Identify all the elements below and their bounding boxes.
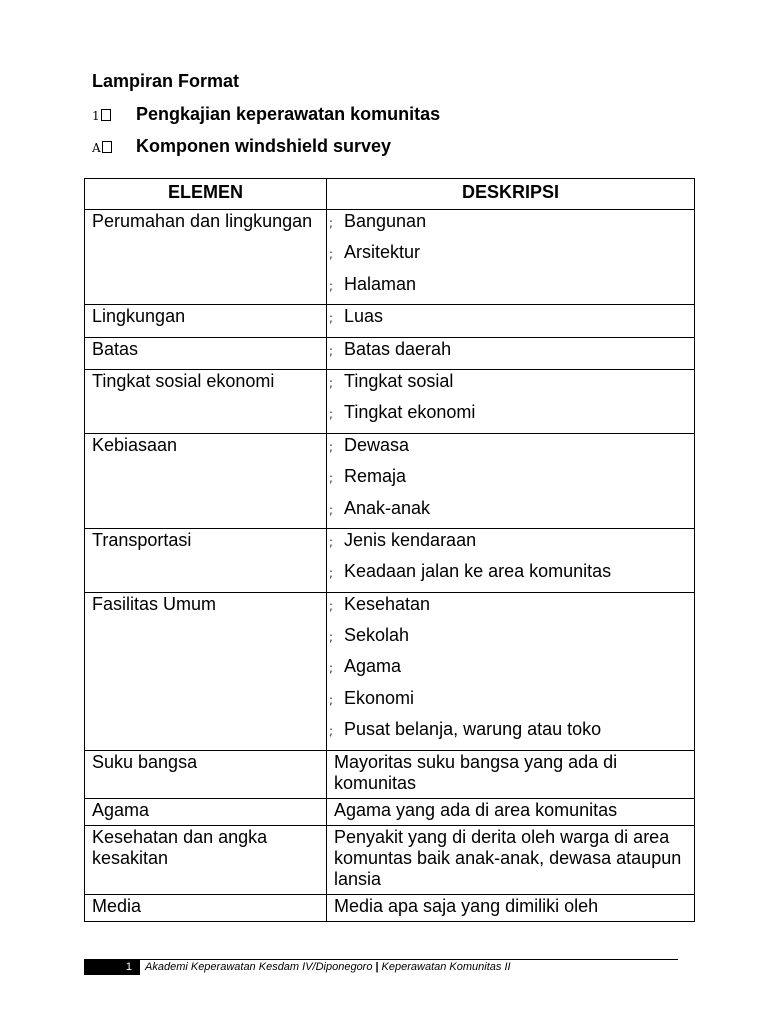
description-list [327, 434, 694, 528]
heading-text: Komponen windshield survey [136, 136, 392, 156]
description-list [327, 529, 694, 592]
list-item [327, 593, 694, 624]
list-item-text: Remaja [344, 466, 407, 487]
element-cell [85, 528, 327, 592]
description-text: Media apa saja yang dimiliki oleh [334, 895, 599, 916]
list-item-text: Anak-anak [344, 497, 431, 518]
description-list [327, 593, 694, 750]
table-row [85, 337, 695, 369]
bullet-icon: ; [329, 439, 334, 454]
list-item-text: Tingkat ekonomi [344, 402, 476, 423]
element-label: Lingkungan [92, 306, 186, 327]
table-row [85, 433, 695, 528]
list-item-text: Batas daerah [344, 338, 452, 359]
bullet-icon: ; [329, 216, 334, 230]
list-item [327, 529, 694, 560]
list-item-text: Sekolah [344, 625, 410, 646]
description-list [327, 338, 694, 369]
bullet-icon: ; [329, 278, 334, 293]
list-item [327, 465, 694, 496]
table-header-row [85, 179, 695, 210]
heading-text: Pengkajian keperawatan komunitas [136, 104, 441, 124]
list-item-text: Tingkat sosial [344, 370, 454, 391]
footer-course: Keperawatan Komunitas II [381, 961, 511, 973]
heading-marker: A [92, 141, 136, 155]
element-label: Suku bangsa [92, 751, 198, 772]
description-list [327, 210, 694, 304]
bullet-icon: ; [329, 407, 334, 422]
bullet-icon: ; [329, 724, 334, 739]
element-cell [85, 369, 327, 433]
element-label: Batas [92, 338, 139, 359]
table-row [85, 528, 695, 592]
element-label: Agama [92, 799, 150, 820]
table-row [85, 798, 695, 825]
list-item-text: Bangunan [344, 211, 427, 231]
list-item-text: Jenis kendaraan [344, 529, 477, 550]
element-label: Media [92, 895, 142, 916]
list-item [327, 497, 694, 528]
list-item [327, 338, 694, 369]
section-heading-2 [92, 136, 391, 157]
element-label: Tingkat sosial ekonomi [92, 370, 275, 391]
description-cell [327, 592, 695, 750]
list-item-text: Halaman [344, 273, 417, 294]
bullet-icon: ; [329, 598, 334, 613]
element-cell [85, 592, 327, 750]
element-cell [85, 305, 327, 337]
element-cell [85, 798, 327, 825]
header-deskripsi: DESKRIPSI [327, 179, 695, 210]
description-cell [327, 894, 695, 921]
list-item-text: Keadaan jalan ke area komunitas [344, 561, 612, 582]
table-row [85, 592, 695, 750]
header-elemen: ELEMEN [85, 179, 327, 210]
table-row [85, 210, 695, 305]
element-cell [85, 750, 327, 798]
page-title: Lampiran Format [92, 71, 240, 91]
element-label: Kebiasaan [92, 434, 178, 455]
list-item-text: Agama [344, 656, 402, 677]
footer-rule [84, 959, 678, 960]
table-row [85, 894, 695, 921]
element-cell [85, 210, 327, 305]
box-glyph-icon [101, 109, 111, 121]
list-item [327, 273, 694, 304]
list-item [327, 624, 694, 655]
description-cell [327, 750, 695, 798]
description-list [327, 305, 694, 336]
footer-separator: | [375, 961, 379, 973]
list-item-text: Kesehatan [344, 593, 431, 614]
description-cell [327, 305, 695, 337]
list-item-text: Arsitektur [344, 242, 421, 263]
description-cell [327, 528, 695, 592]
element-cell [85, 825, 327, 894]
table-row [85, 369, 695, 433]
bullet-icon: ; [329, 534, 334, 549]
bullet-icon: ; [329, 375, 334, 390]
description-cell [327, 210, 695, 305]
heading-marker: 1 [92, 109, 136, 123]
list-item [327, 718, 694, 749]
section-heading-1 [92, 104, 440, 125]
list-item [327, 687, 694, 718]
element-label: Kesehatan dan angka kesakitan [92, 826, 268, 868]
description-cell [327, 798, 695, 825]
description-cell [327, 825, 695, 894]
list-item [327, 210, 694, 241]
box-glyph-icon [102, 141, 112, 153]
element-label: Transportasi [92, 529, 192, 550]
table-row [85, 825, 695, 894]
bullet-icon: ; [329, 692, 334, 707]
description-cell [327, 369, 695, 433]
list-item [327, 370, 694, 401]
footer-page-number: 1 [84, 960, 140, 975]
list-item-text: Luas [344, 306, 384, 327]
list-item [327, 655, 694, 686]
bullet-icon: ; [329, 566, 334, 581]
description-list [327, 370, 694, 433]
bullet-icon: ; [329, 311, 334, 326]
table-row [85, 750, 695, 798]
list-item [327, 560, 694, 591]
list-item-text: Pusat belanja, warung atau toko [344, 719, 602, 740]
element-cell [85, 894, 327, 921]
list-item [327, 241, 694, 272]
description-cell [327, 337, 695, 369]
bullet-icon: ; [329, 661, 334, 676]
bullet-icon: ; [329, 247, 334, 262]
element-label: Perumahan dan lingkungan [92, 211, 313, 231]
element-label: Fasilitas Umum [92, 593, 217, 614]
bullet-icon: ; [329, 502, 334, 517]
description-text: Penyakit yang di derita oleh warga di area komuntas baik anak-anak, dewasa ataupun lansia [334, 826, 682, 889]
bullet-icon: ; [329, 471, 334, 486]
windshield-survey-table [84, 178, 695, 922]
list-item-text: Dewasa [344, 434, 410, 455]
element-cell [85, 337, 327, 369]
bullet-icon: ; [329, 630, 334, 645]
list-item-text: Ekonomi [344, 687, 415, 708]
list-item [327, 305, 694, 336]
description-text: Agama yang ada di area komunitas [334, 799, 618, 820]
footer-institution: Akademi Keperawatan Kesdam IV/Diponegoro [145, 961, 373, 973]
list-item [327, 401, 694, 432]
description-text: Mayoritas suku bangsa yang ada di komunitas [334, 751, 618, 793]
list-item [327, 434, 694, 465]
description-cell [327, 433, 695, 528]
element-cell [85, 433, 327, 528]
footer-text [145, 961, 511, 974]
bullet-icon: ; [329, 343, 334, 358]
table-row [85, 305, 695, 337]
